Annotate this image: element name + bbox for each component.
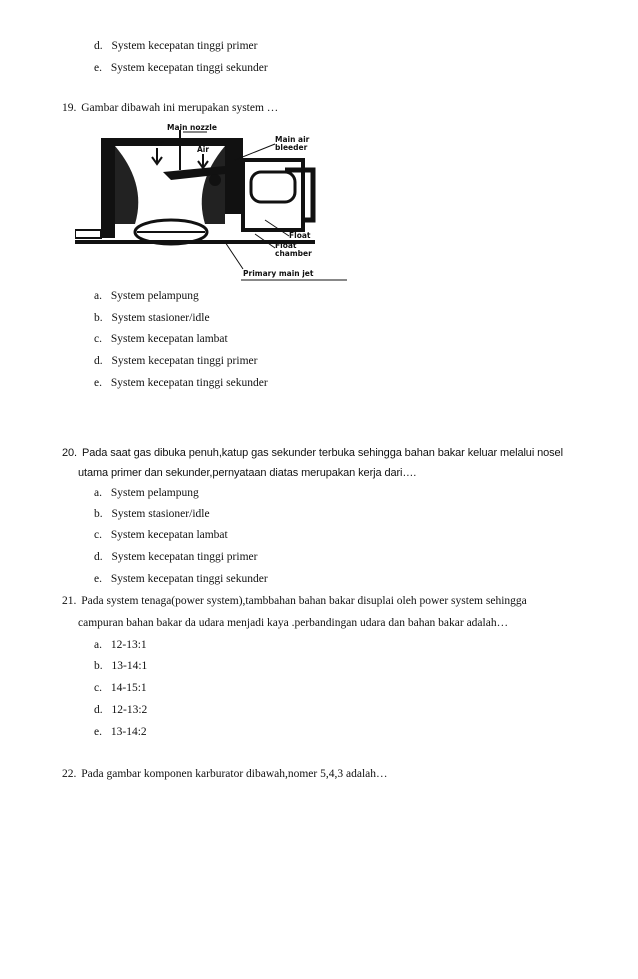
option-letter: d. [94,704,103,716]
option-text: System kecepatan tinggi primer [111,355,258,367]
label-air-right: Air [197,145,210,154]
option-text: System kecepatan lambat [110,529,228,541]
label-float: Float [289,231,311,240]
option-text: 14-15:1 [110,682,147,694]
option-letter: e. [94,62,102,74]
question-text: Pada gambar komponen karburator dibawah,nomer 5,4,3 adalah… [81,768,388,780]
option-text: System kecepatan tinggi sekunder [110,377,268,389]
label-primary-main-jet: Primary main jet [243,269,314,278]
option-text: System stasioner/idle [111,312,210,324]
question-text: Pada saat gas dibuka penuh,katup gas sekunder terbuka sehingga bahan bakar keluar melalui nosel [81,447,563,459]
q21-question-line2: campuran bahan bakar da udara menjadi kaya .perbandingan udara dan bahan bakar adalah… [78,617,509,629]
option-text: 13-14:1 [111,660,148,672]
question-number: 19. [62,102,77,114]
option-letter: d. [94,355,103,367]
option-letter: b. [94,660,103,672]
label-main-air-bleeder-2: bleeder [275,143,308,152]
carburetor-diagram [75,124,347,284]
q21-question-line1 [62,594,527,608]
q19-option-e [94,376,268,390]
option-letter: a. [94,290,102,302]
label-float-chamber-2: chamber [275,249,312,258]
q21-option-a [94,638,147,652]
option-text: 12-13:1 [110,639,147,651]
option-text: System kecepatan lambat [110,333,228,345]
q18-option-d [94,39,257,53]
option-text: System pelampung [110,290,199,302]
question-number: 20. [62,447,77,459]
option-letter: c. [94,529,102,541]
question-number: 21. [62,595,77,607]
q19-question [62,101,278,115]
option-text: System pelampung [110,487,199,499]
q19-option-a [94,289,199,303]
q21-option-c [94,681,147,695]
question-number: 22. [62,768,77,780]
q21-option-e [94,725,147,739]
q20-option-a [94,486,199,500]
q21-option-b [94,659,147,673]
q20-option-b [94,507,210,521]
option-letter: a. [94,639,102,651]
option-text: 13-14:2 [110,726,147,738]
option-text: 12-13:2 [111,704,148,716]
option-text: System stasioner/idle [111,508,210,520]
q20-option-d [94,550,257,564]
option-letter: e. [94,377,102,389]
option-letter: b. [94,508,103,520]
q19-option-c [94,332,228,346]
option-letter: b. [94,312,103,324]
q21-option-d [94,703,147,717]
q19-option-b [94,311,210,325]
label-main-nozzle: Main nozzle [167,124,217,132]
option-letter: c. [94,333,102,345]
option-letter: a. [94,487,102,499]
option-text: System kecepatan tinggi sekunder [110,573,268,585]
q20-question-line1 [62,446,563,460]
option-letter: d. [94,551,103,563]
option-letter: c. [94,682,102,694]
question-text: Gambar dibawah ini merupakan system … [81,102,279,114]
q18-option-e [94,61,268,75]
option-letter: e. [94,573,102,585]
q20-option-e [94,572,268,586]
label-main-air-bleeder-1: Main air [275,135,310,144]
q20-question-line2: utama primer dan sekunder,pernyataan diatas merupakan kerja dari…. [78,467,417,479]
option-letter: d. [94,40,103,52]
label-float-chamber-1: Float [275,241,297,250]
option-text: System kecepatan tinggi primer [111,40,258,52]
option-letter: e. [94,726,102,738]
question-text: Pada system tenaga(power system),tambbahan bahan bakar disuplai oleh power system sehingga [81,595,527,607]
label-air-left: Air [151,139,164,148]
option-text: System kecepatan tinggi sekunder [110,62,268,74]
q20-option-c [94,528,228,542]
q22-question [62,767,388,781]
option-text: System kecepatan tinggi primer [111,551,258,563]
q19-option-d [94,354,257,368]
